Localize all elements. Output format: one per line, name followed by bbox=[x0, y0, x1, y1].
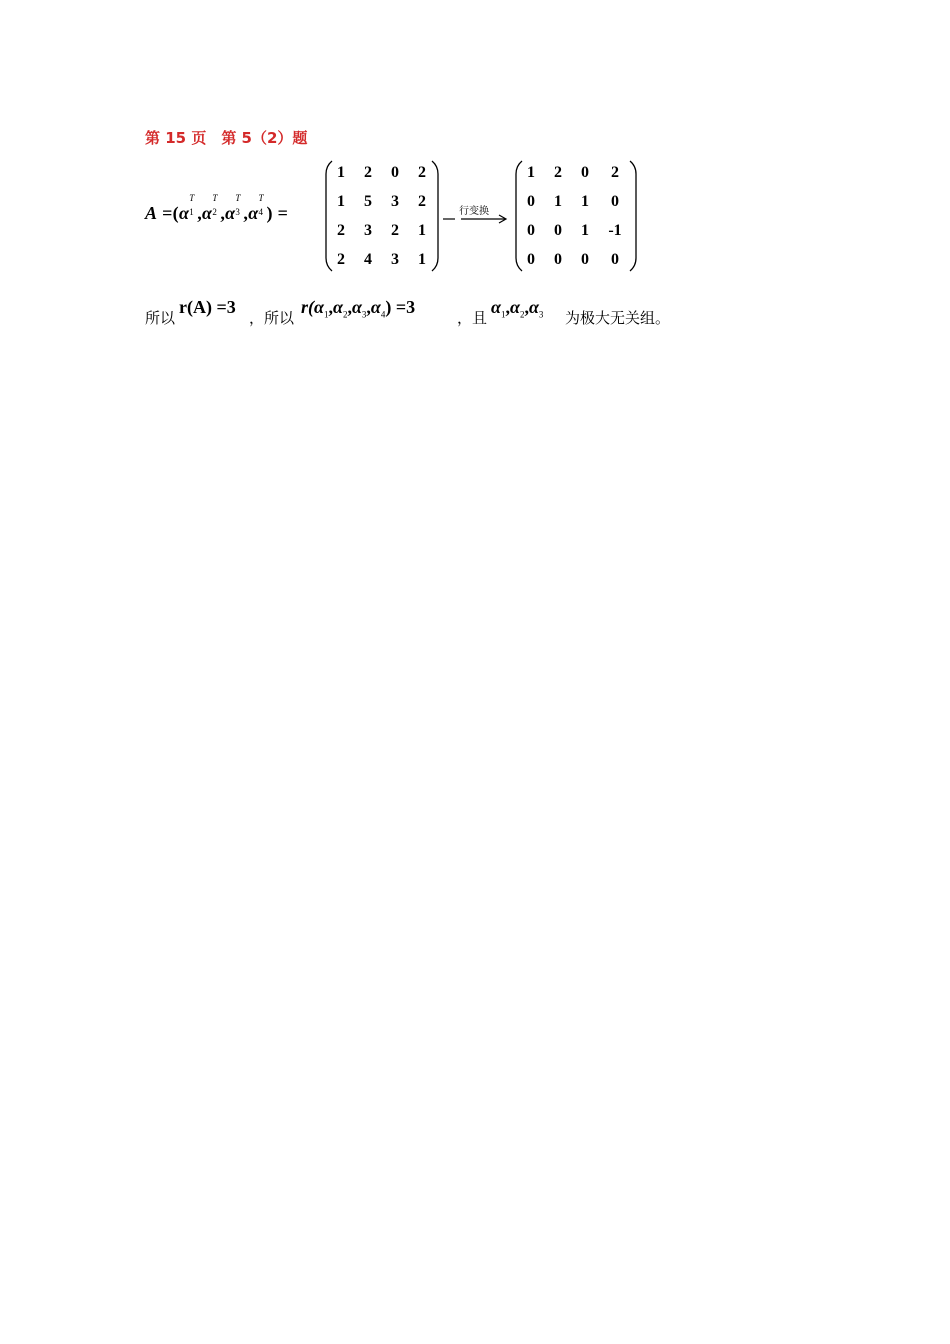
equation-lhs bbox=[145, 193, 289, 224]
coefficient-matrix bbox=[325, 160, 439, 272]
comma: , bbox=[524, 297, 529, 317]
arrow-label: 行变换 bbox=[459, 206, 489, 217]
comma: , bbox=[197, 203, 203, 223]
transpose-mark: T bbox=[212, 193, 218, 203]
transpose-mark: T bbox=[189, 193, 195, 203]
matrix-cell: 1 bbox=[337, 193, 345, 210]
rank-alpha bbox=[301, 297, 415, 320]
matrix-cell: 2 bbox=[337, 251, 345, 268]
matrix-cell: 0 bbox=[391, 164, 399, 181]
comma: , bbox=[243, 203, 249, 223]
transpose-mark: T bbox=[235, 193, 241, 203]
alpha-2-indices bbox=[212, 193, 220, 219]
matrix-cell: 0 bbox=[554, 251, 562, 268]
matrix-cell: 1 bbox=[337, 164, 345, 181]
alpha-1-indices bbox=[189, 193, 197, 219]
text-basis-statement: 为极大无关组。 bbox=[565, 309, 671, 327]
matrix-cell: 1 bbox=[554, 193, 562, 210]
alpha-list-rank bbox=[314, 297, 386, 320]
matrix-cell: 1 bbox=[581, 222, 589, 239]
matrix-cell: 1 bbox=[527, 164, 535, 181]
alpha-list-basis bbox=[491, 297, 543, 320]
comma: , bbox=[220, 203, 226, 223]
matrix-cell: 0 bbox=[611, 193, 619, 210]
matrix-equation bbox=[145, 160, 645, 275]
subscript-3: 3 bbox=[538, 309, 544, 320]
subscript-1: 1 bbox=[189, 207, 195, 217]
alpha-1: α bbox=[491, 297, 501, 317]
subscript-1: 1 bbox=[323, 309, 329, 320]
matrix-cell: 3 bbox=[364, 222, 372, 239]
matrix-cell: 3 bbox=[391, 193, 399, 210]
matrix-cell: 0 bbox=[554, 222, 562, 239]
subscript-1: 1 bbox=[500, 309, 506, 320]
rank-alpha-prefix: r( bbox=[301, 297, 314, 317]
subscript-2: 2 bbox=[519, 309, 525, 320]
transpose-mark: T bbox=[258, 193, 264, 203]
alpha-1: α bbox=[314, 297, 324, 317]
matrix-cell: 2 bbox=[391, 222, 399, 239]
subscript-3: 3 bbox=[361, 309, 367, 320]
matrix-cell: 2 bbox=[364, 164, 372, 181]
eq-open: =( bbox=[157, 203, 179, 223]
matrix-cell: 4 bbox=[364, 251, 372, 268]
right-paren bbox=[629, 160, 637, 272]
alpha-2: α bbox=[202, 203, 213, 223]
comma: , bbox=[505, 297, 510, 317]
matrix-cell: 2 bbox=[418, 193, 426, 210]
rank-alpha-suffix: ) =3 bbox=[385, 297, 416, 317]
subscript-2: 2 bbox=[342, 309, 348, 320]
matrix-cell: 1 bbox=[581, 193, 589, 210]
echelon-matrix bbox=[515, 160, 637, 272]
row-transform-arrow bbox=[441, 202, 511, 232]
matrix-cell: 2 bbox=[611, 164, 619, 181]
matrix-cell: 0 bbox=[611, 251, 619, 268]
alpha-2: α bbox=[509, 297, 520, 317]
alpha-4: α bbox=[248, 203, 259, 223]
subscript-3: 3 bbox=[235, 207, 241, 217]
subscript-4: 4 bbox=[258, 207, 264, 217]
matrix-cell: -1 bbox=[608, 222, 622, 239]
alpha-3-indices bbox=[235, 193, 243, 219]
alpha-3: α bbox=[351, 297, 362, 317]
matrix-cell: 2 bbox=[337, 222, 345, 239]
eq-close: ) = bbox=[266, 203, 289, 223]
subscript-2: 2 bbox=[212, 207, 218, 217]
comma: , bbox=[347, 297, 352, 317]
alpha-3: α bbox=[225, 203, 236, 223]
matrix-cell: 1 bbox=[418, 222, 426, 239]
arrow-icon bbox=[441, 202, 511, 232]
matrix-cell: 0 bbox=[527, 251, 535, 268]
matrix-cell: 0 bbox=[581, 251, 589, 268]
alpha-transpose-list bbox=[178, 193, 267, 223]
matrix-cell: 2 bbox=[554, 164, 562, 181]
matrix-cell: 5 bbox=[364, 193, 372, 210]
comma: , bbox=[366, 297, 371, 317]
matrix-cell: 3 bbox=[391, 251, 399, 268]
matrix-cell: 2 bbox=[418, 164, 426, 181]
subscript-4: 4 bbox=[380, 309, 386, 320]
alpha-4-indices bbox=[258, 193, 266, 219]
problem-heading: 第 15 页 第 5（2）题 bbox=[145, 129, 308, 147]
matrix-cell: 0 bbox=[527, 222, 535, 239]
matrix-cell: 0 bbox=[527, 193, 535, 210]
text-suoyi-1: 所以 bbox=[145, 309, 176, 327]
alpha-3: α bbox=[528, 297, 539, 317]
matrix-cell: 0 bbox=[581, 164, 589, 181]
matrix-cell: 1 bbox=[418, 251, 426, 268]
alpha-2: α bbox=[332, 297, 343, 317]
text-qie: ，且 bbox=[457, 309, 488, 327]
comma: , bbox=[328, 297, 333, 317]
alpha-1: α bbox=[178, 203, 190, 223]
var-a: A bbox=[145, 203, 158, 223]
alpha-4: α bbox=[370, 297, 381, 317]
conclusion-line bbox=[145, 295, 845, 331]
rank-a: r(A) =3 bbox=[179, 297, 236, 317]
text-suoyi-2: ，所以 bbox=[249, 309, 295, 327]
